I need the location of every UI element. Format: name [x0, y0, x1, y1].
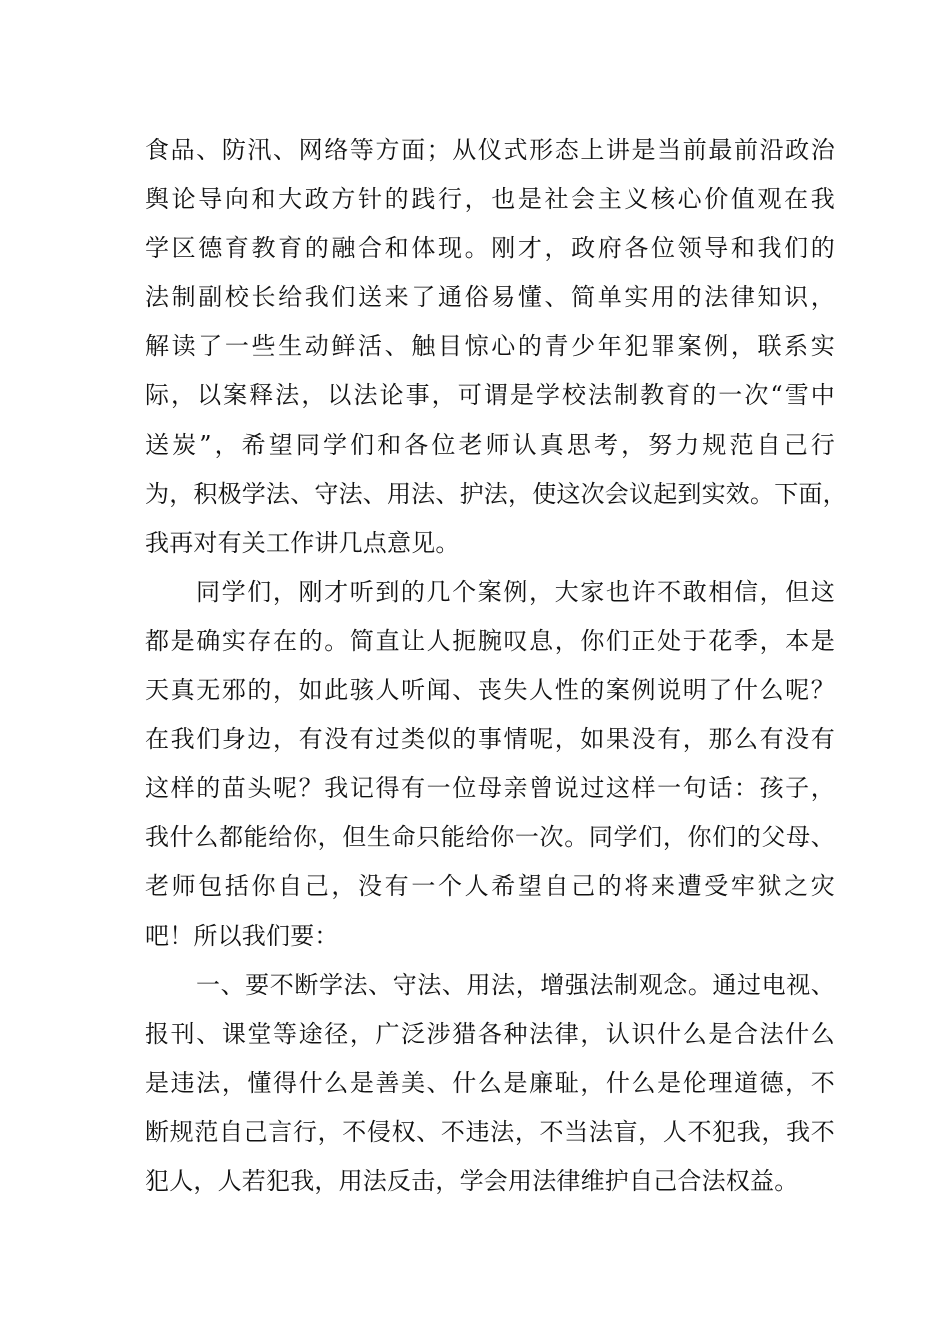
text-line: 老师包括你自己，没有一个人希望自己的将来遭受牢狱之灾 — [145, 872, 835, 901]
text-line: 天真无邪的，如此骇人听闻、丧失人性的案例说明了什么呢？ — [145, 676, 835, 705]
text-line: 这样的苗头呢？我记得有一位母亲曾说过这样一句话：孩子， — [145, 774, 835, 803]
text-line: 犯人，人若犯我，用法反击，学会用法律维护自己合法权益。 — [145, 1166, 799, 1195]
text-line: 同学们，刚才听到的几个案例，大家也许不敢相信，但这 — [196, 577, 835, 606]
text-line: 法制副校长给我们送来了通俗易懂、简单实用的法律知识， — [145, 283, 835, 312]
document-body — [145, 126, 847, 1206]
text-line: 学区德育教育的融合和体现。刚才，政府各位领导和我们的 — [145, 234, 835, 263]
text-line: 食品、防汛、网络等方面；从仪式形态上讲是当前最前沿政治 — [145, 136, 835, 164]
text-line: 解读了一些生动鲜活、触目惊心的青少年犯罪案例，联系实 — [145, 332, 835, 361]
text-line: 是违法，懂得什么是善美、什么是廉耻，什么是伦理道德，不 — [145, 1068, 835, 1097]
paragraph — [145, 568, 835, 961]
text-line: 送炭”，希望同学们和各位老师认真思考，努力规范自己行 — [145, 430, 835, 459]
text-line: 断规范自己言行，不侵权、不违法，不当法盲，人不犯我，我不 — [145, 1117, 835, 1146]
paragraph — [145, 961, 835, 1206]
text-line: 吧！所以我们要： — [145, 921, 339, 950]
text-line: 为，积极学法、守法、用法、护法，使这次会议起到实效。下面， — [145, 479, 847, 508]
text-line: 在我们身边，有没有过类似的事情呢，如果没有，那么有没有 — [145, 725, 835, 754]
text-line: 舆论导向和大政方针的践行，也是社会主义核心价值观在我 — [145, 185, 835, 214]
text-line: 都是确实存在的。简直让人扼腕叹息，你们正处于花季，本是 — [145, 626, 835, 655]
text-line: 我再对有关工作讲几点意见。 — [145, 528, 460, 557]
text-line: 际，以案释法，以法论事，可谓是学校法制教育的一次“雪中 — [145, 381, 835, 410]
text-line: 我什么都能给你，但生命只能给你一次。同学们，你们的父母、 — [145, 823, 835, 852]
text-line: 报刊、课堂等途径，广泛涉猎各种法律，认识什么是合法什么 — [145, 1019, 835, 1048]
text-line: 一、要不断学法、守法、用法，增强法制观念。通过电视、 — [196, 970, 835, 999]
paragraph — [145, 126, 847, 568]
